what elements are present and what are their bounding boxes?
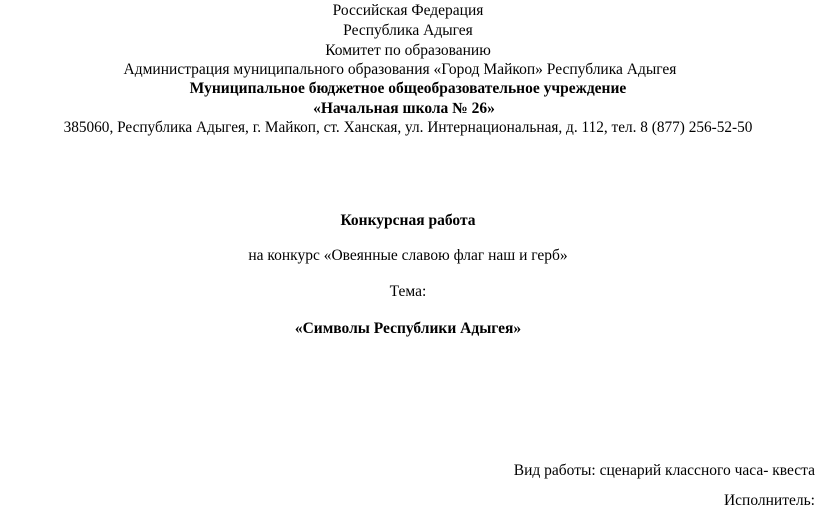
contest-line: на конкурс «Овеянные славою флаг наш и герб» <box>248 247 568 264</box>
work-type-line: Вид работы: сценарий классного часа- квеста <box>513 462 815 479</box>
administration-line: Администрация муниципального образования «Город Майкоп» Республика Адыгея <box>123 61 677 78</box>
work-title: Конкурсная работа <box>340 212 476 229</box>
performer-label: Исполнитель: <box>723 492 815 509</box>
committee-line: Комитет по образованию <box>325 42 491 59</box>
republic-line: Республика Адыгея <box>343 22 473 39</box>
country-line: Российская Федерация <box>332 2 484 19</box>
theme-value: «Символы Республики Адыгея» <box>294 320 522 337</box>
school-name-line: «Начальная школа № 26» <box>313 100 495 117</box>
theme-label: Тема: <box>389 283 427 300</box>
institution-type-line: Муниципальное бюджетное общеобразовательное учреждение <box>189 80 627 97</box>
address-line: 385060, Республика Адыгея, г. Майкоп, ст. Ханская, ул. Интернациональная, д. 112, тел. 8 (877) 256-52-50 <box>63 119 753 136</box>
